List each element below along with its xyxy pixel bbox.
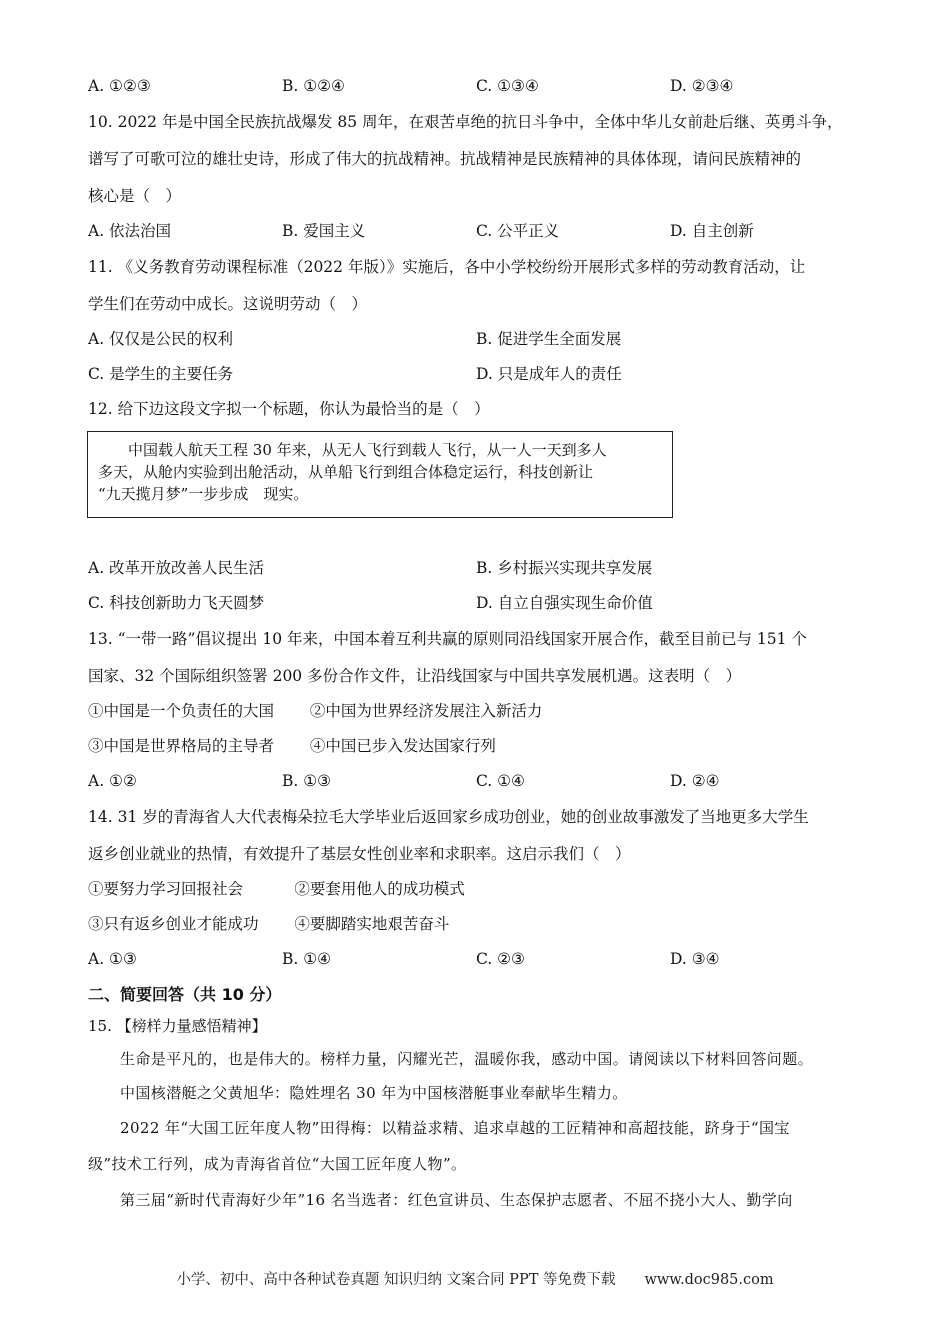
q11-line-1: 11. 《义务教育劳动课程标准（2022 年版）》实施后，各中小学校纷纷开展形式多样的劳动教育活动，让 (88, 258, 806, 276)
q14-option-d: D. ③④ (670, 950, 720, 968)
q15-material-3: 2022 年“大国工匠年度人物”田得梅：以精益求精、追求卓越的工匠精神和高超技能，跻身于“国宝 (120, 1119, 790, 1137)
q14-option-c: C. ②③ (476, 950, 525, 968)
q13-option-d: D. ②④ (670, 772, 720, 790)
q12-option-c: C. 科技创新助力飞天圆梦 (88, 594, 265, 612)
q13-option-c: C. ①④ (476, 772, 525, 790)
q14-line-1: 14. 31 岁的青海省人大代表梅朵拉毛大学毕业后返回家乡成功创业，她的创业故事激发了当地更多大学生 (88, 808, 809, 826)
q10-line-1: 10. 2022 年是中国全民族抗战爆发 85 周年，在艰苦卓绝的抗日斗争中，全体中华儿女前赴后继、英勇斗争， (88, 113, 843, 131)
q12-option-d: D. 自立自强实现生命价值 (476, 594, 653, 612)
q13-statements-2: ③中国是世界格局的主导者 ④中国已步入发达国家行列 (88, 737, 496, 755)
q11-option-a: A. 仅仅是公民的权利 (88, 330, 234, 348)
q15-material-5: 第三届“新时代青海好少年”16 名当选者：红色宣讲员、生态保护志愿者、不屈不挠小大人、勤学向 (120, 1191, 793, 1209)
q10-line-2: 谱写了可歌可泣的雄壮史诗，形成了伟大的抗战精神。抗战精神是民族精神的具体体现，请问民族精神的 (88, 150, 802, 168)
q13-line-1: 13. “一带一路”倡议提出 10 年来，中国本着互利共赢的原则同沿线国家开展合作，截至目前已与 151 个 (88, 630, 807, 648)
q14-option-a: A. ①③ (88, 950, 137, 968)
q12-box-line-1: 中国载人航天工程 30 年来，从无人飞行到载人飞行，从一人一天到多人 (98, 441, 607, 459)
q12-option-b: B. 乡村振兴实现共享发展 (476, 559, 653, 577)
q9-option-c: C. ①③④ (476, 77, 539, 95)
q9-option-a: A. ①②③ (88, 77, 151, 95)
q10-option-b: B. 爱国主义 (282, 222, 366, 240)
q13-statements-1: ①中国是一个负责任的大国 ②中国为世界经济发展注入新活力 (88, 702, 543, 720)
q13-line-2: 国家、32 个国际组织签署 200 多份合作文件，让沿线国家与中国共享发展机遇。这表明（ ） (88, 667, 742, 685)
q11-option-c: C. 是学生的主要任务 (88, 365, 234, 383)
q15-material-1: 生命是平凡的，也是伟大的。榜样力量，闪耀光芒，温暖你我，感动中国。请阅读以下材料回答问题。 (120, 1050, 814, 1068)
q12-box-line-2: 多天，从舱内实验到出舱活动，从单船飞行到组合体稳定运行，科技创新让 (98, 463, 594, 481)
q15-title: 15. 【榜样力量感悟精神】 (88, 1017, 267, 1035)
q14-line-2: 返乡创业就业的热情，有效提升了基层女性创业率和求职率。这启示我们（ ） (88, 845, 631, 863)
q13-option-a: A. ①② (88, 772, 137, 790)
section-2-title: 二、简要回答（共 10 分） (88, 985, 282, 1004)
q12-box-line-3: “九天揽月梦”一步步成 现实。 (98, 485, 309, 503)
q11-line-2: 学生们在劳动中成长。这说明劳动（ ） (88, 295, 368, 313)
q14-statements-2: ③只有返乡创业才能成功 ④要脚踏实地艰苦奋斗 (88, 915, 450, 933)
q10-line-3: 核心是（ ） (88, 187, 182, 205)
q12-stem: 12. 给下边这段文字拟一个标题，你认为最恰当的是（ ） (88, 400, 490, 418)
q15-material-4: 级”技术工行列，成为青海省首位“大国工匠年度人物”。 (88, 1155, 467, 1173)
q11-option-b: B. 促进学生全面发展 (476, 330, 622, 348)
page-footer: 小学、初中、高中各种试卷真题 知识归纳 文案合同 PPT 等免费下载 www.doc985.com (176, 1272, 774, 1288)
q9-option-d: D. ②③④ (670, 77, 734, 95)
q10-option-c: C. 公平正义 (476, 222, 560, 240)
q14-option-b: B. ①④ (282, 950, 332, 968)
q10-option-d: D. 自主创新 (670, 222, 754, 240)
q11-option-d: D. 只是成年人的责任 (476, 365, 622, 383)
q12-text-box (87, 431, 673, 518)
q13-option-b: B. ①③ (282, 772, 332, 790)
q14-statements-1: ①要努力学习回报社会 ②要套用他人的成功模式 (88, 880, 465, 898)
q15-material-2: 中国核潜艇之父黄旭华：隐姓埋名 30 年为中国核潜艇事业奉献毕生精力。 (120, 1084, 628, 1102)
q12-option-a: A. 改革开放改善人民生活 (88, 559, 265, 577)
q10-option-a: A. 依法治国 (88, 222, 172, 240)
q9-option-b: B. ①②④ (282, 77, 345, 95)
